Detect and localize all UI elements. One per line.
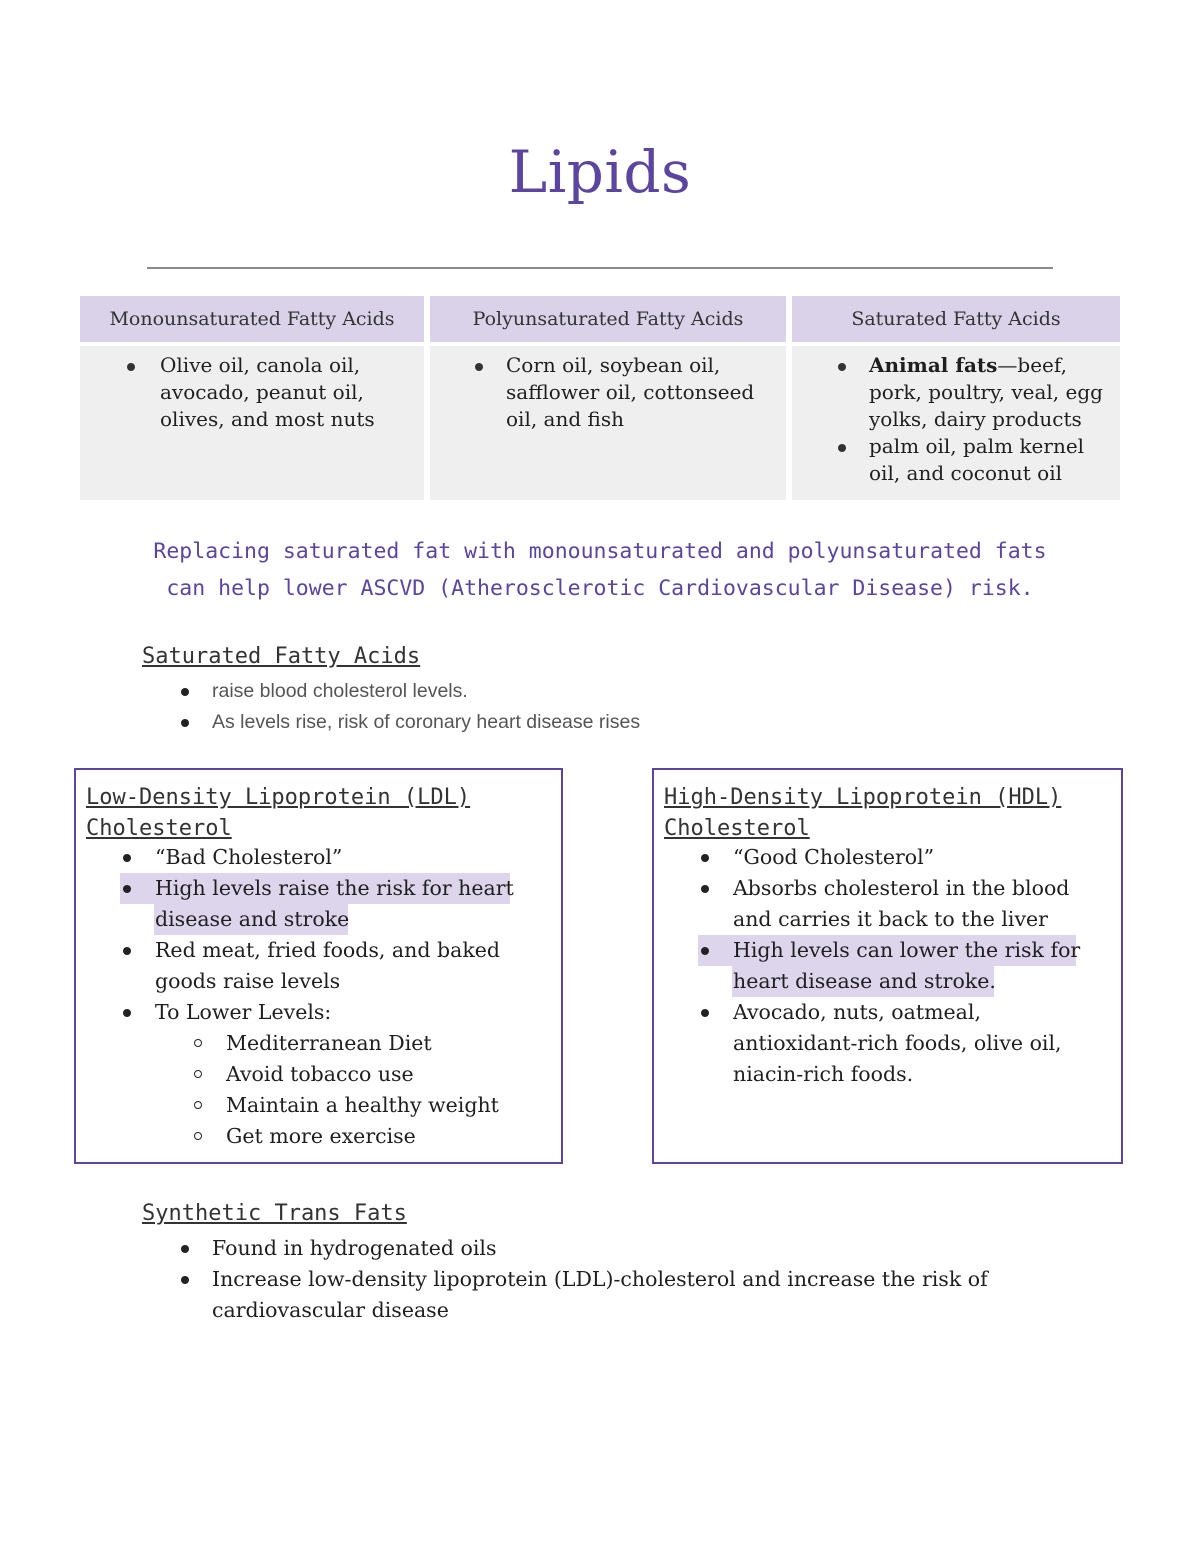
bullet-icon [123, 947, 131, 955]
saturated-header: Saturated Fatty Acids [792, 296, 1120, 342]
bold-label: Animal fats [869, 353, 998, 377]
bullet-icon [701, 947, 709, 955]
bullet-icon [701, 1009, 709, 1017]
list-item: Red meat, fried foods, and baked [155, 935, 514, 966]
bullet-icon [838, 363, 846, 371]
callout-line-2: can help lower ASCVD (Atherosclerotic Cardiovascular Disease) risk. [166, 576, 1034, 601]
list-item: palm oil, palm kernel oil, and coconut oil [792, 433, 1120, 487]
hdl-list [733, 842, 1080, 1090]
list-item-continued: heart disease and stroke. [733, 969, 996, 993]
fatty-acids-table [80, 296, 1120, 500]
mono-header: Monounsaturated Fatty Acids [80, 296, 424, 342]
bullet-icon [181, 1276, 189, 1284]
bullet-icon [123, 1009, 131, 1017]
circle-bullet-icon [194, 1070, 202, 1078]
list-item: Avocado, nuts, oatmeal, [733, 997, 1080, 1028]
list-item: Olive oil, canola oil, avocado, peanut oil, olives, and most nuts [80, 352, 424, 433]
bullet-icon [701, 885, 709, 893]
sub-list-item: Mediterranean Diet [226, 1028, 499, 1059]
list-item: As levels rise, risk of coronary heart disease rises [142, 707, 640, 738]
sub-list-item: Maintain a healthy weight [226, 1090, 499, 1121]
ldl-heading: Low-Density Lipoprotein (LDL) Cholesterol [86, 785, 471, 841]
list-item: “Bad Cholesterol” [155, 842, 514, 873]
callout-line-1: Replacing saturated fat with monounsaturated and polyunsaturated fats [153, 539, 1047, 564]
bullet-icon [123, 854, 131, 862]
list-item-continued: niacin-rich foods. [733, 1062, 914, 1086]
bullet-icon [123, 885, 131, 893]
hdl-heading: High-Density Lipoprotein (HDL) Cholesterol [664, 785, 1062, 841]
list-item: raise blood cholesterol levels. [142, 676, 640, 707]
circle-bullet-icon [194, 1132, 202, 1140]
list-item: To Lower Levels: [155, 997, 514, 1028]
list-item: Increase low-density lipoprotein (LDL)-cholesterol and increase the risk of [142, 1264, 988, 1295]
saturated-body [792, 346, 1120, 500]
saturated-column [792, 296, 1120, 500]
list-item: Corn oil, soybean oil, safflower oil, cottonseed oil, and fish [430, 352, 786, 433]
bullet-icon [838, 444, 846, 452]
ldl-list [155, 842, 514, 1028]
saturated-section-heading: Saturated Fatty Acids [142, 644, 421, 669]
title-divider [147, 267, 1053, 269]
callout-text [0, 533, 1200, 607]
trans-fats-list [142, 1233, 988, 1326]
circle-bullet-icon [194, 1101, 202, 1109]
list-item-continued: cardiovascular disease [212, 1298, 449, 1322]
trans-fats-heading: Synthetic Trans Fats [142, 1201, 407, 1226]
saturated-list [142, 676, 640, 738]
bullet-icon [181, 719, 189, 727]
ldl-box [74, 768, 563, 1164]
list-item: “Good Cholesterol” [733, 842, 1080, 873]
bullet-icon [701, 854, 709, 862]
list-item-continued: goods raise levels [155, 969, 341, 993]
bullet-icon [127, 363, 135, 371]
poly-body [430, 346, 786, 500]
sub-list-item: Get more exercise [226, 1121, 499, 1152]
list-item: High levels raise the risk for heart [155, 873, 514, 904]
list-item: High levels can lower the risk for [733, 935, 1080, 966]
ldl-sub-list [226, 1028, 499, 1152]
bullet-icon [475, 363, 483, 371]
list-item: Found in hydrogenated oils [142, 1233, 988, 1264]
list-item-continued: and carries it back to the liver [733, 907, 1048, 931]
circle-bullet-icon [194, 1039, 202, 1047]
list-item: Absorbs cholesterol in the blood [733, 873, 1080, 904]
mono-body [80, 346, 424, 500]
poly-column [430, 296, 786, 500]
bullet-icon [181, 1245, 189, 1253]
list-item-continued: antioxidant-rich foods, olive oil, [733, 1031, 1062, 1055]
mono-column [80, 296, 424, 500]
poly-header: Polyunsaturated Fatty Acids [430, 296, 786, 342]
list-item-continued: disease and stroke [155, 907, 350, 931]
bullet-icon [181, 688, 189, 696]
sub-list-item: Avoid tobacco use [226, 1059, 499, 1090]
hdl-box [652, 768, 1123, 1164]
page-title: Lipids [508, 138, 692, 206]
list-item: Animal fats—beef, pork, poultry, veal, egg yolks, dairy products [792, 352, 1120, 433]
